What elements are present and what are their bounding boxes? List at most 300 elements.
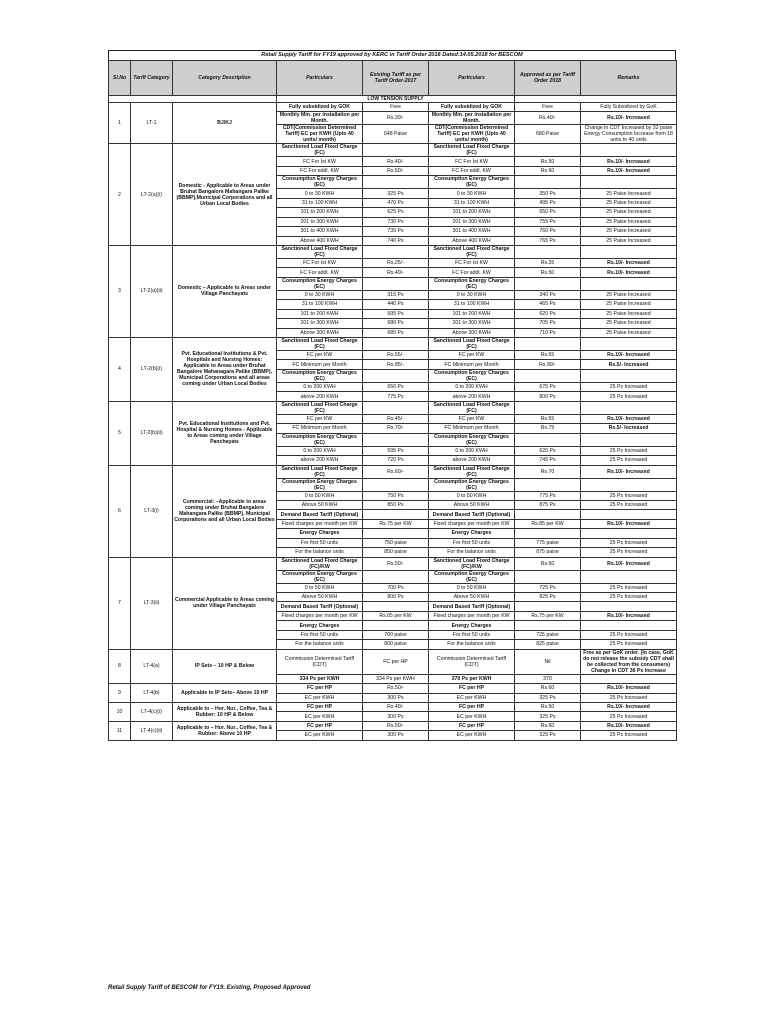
document-title: Retail Supply Tariff for FY19 approved by KERC in Tariff Order 2018 Dated:14.05.2018 for BESCOM — [108, 50, 676, 60]
cell-particulars-existing: 101 to 200 KWH — [277, 309, 363, 318]
cell-particulars-approved: 101 to 200 KWH — [429, 208, 515, 217]
section-low-tension: LOW TENSION SUPPLY — [277, 96, 515, 103]
cell-remarks: 25 Ps Increased — [581, 630, 677, 639]
cell-existing-tariff: Rs.30/- — [363, 112, 429, 125]
cell-particulars-existing: 31 to 100 KWH — [277, 198, 363, 207]
cell-remarks — [581, 602, 677, 611]
cell-existing-tariff: 595 Ps — [363, 309, 429, 318]
cell-sl-no: 2 — [109, 144, 131, 246]
table-row — [109, 684, 677, 693]
cell-existing-tariff — [363, 433, 429, 446]
cell-existing-tariff — [363, 570, 429, 583]
cell-remarks: 25 Ps Increased — [581, 446, 677, 455]
cell-remarks — [581, 338, 677, 351]
cell-approved-tariff: Rs.70 — [515, 465, 581, 478]
cell-existing-tariff — [363, 245, 429, 258]
cell-particulars-existing: FC per KW — [277, 351, 363, 360]
cell-particulars-existing: 201 to 300 KWH — [277, 319, 363, 328]
cell-remarks: 25 Paise Increased — [581, 290, 677, 299]
table-row — [109, 103, 677, 112]
cell-remarks — [581, 674, 677, 683]
cell-approved-tariff: Rs.35 — [515, 258, 581, 267]
cell-particulars-approved: Consumption Energy Charges (EC) — [429, 369, 515, 382]
header-row — [109, 61, 677, 96]
cell-approved-tariff — [515, 510, 581, 519]
cell-remarks: Rs.10/- Increased — [581, 702, 677, 711]
cell-particulars-existing: Sanctioned Load Fixed Charge (FC) — [277, 144, 363, 157]
cell-existing-tariff: 315 Ps — [363, 290, 429, 299]
cell-sl-no: 8 — [109, 649, 131, 683]
cell-particulars-approved: 370 Ps per KWH — [429, 674, 515, 683]
cell-particulars-existing: above 200 KWH — [277, 456, 363, 465]
cell-particulars-approved: For the balance units — [429, 640, 515, 649]
cell-approved-tariff — [515, 277, 581, 290]
cell-remarks: Rs.10/- Increased — [581, 351, 677, 360]
cell-sl-no: 5 — [109, 401, 131, 465]
tariff-table-body — [109, 103, 677, 741]
cell-existing-tariff — [363, 144, 429, 157]
cell-particulars-existing: FC Minimum per Month — [277, 424, 363, 433]
cell-particulars-approved: Above 50 KWH — [429, 593, 515, 602]
table-row — [109, 465, 677, 478]
cell-particulars-approved: For first 50 units — [429, 630, 515, 639]
cell-remarks: 25 Paise Increased — [581, 198, 677, 207]
cell-particulars-approved: FC per HP — [429, 721, 515, 730]
cell-remarks: 25 Ps Increased — [581, 583, 677, 592]
cell-particulars-approved: above 200 KWH — [429, 392, 515, 401]
cell-approved-tariff: 350 Ps — [515, 189, 581, 198]
cell-tariff-category: LT-4(b) — [131, 684, 173, 703]
cell-particulars-approved: Fixed charges per month per KW — [429, 519, 515, 528]
cell-remarks: Fully Subsidized by GoK — [581, 103, 677, 112]
cell-particulars-approved: 31 to 100 KWH — [429, 300, 515, 309]
cell-existing-tariff: Rs.40/- — [363, 702, 429, 711]
cell-particulars-existing: Energy Charges — [277, 529, 363, 538]
cell-existing-tariff: 775 Ps — [363, 392, 429, 401]
cell-particulars-existing: 0 to 30 KWH — [277, 189, 363, 198]
cell-particulars-approved: For first 50 units — [429, 538, 515, 547]
cell-particulars-approved: above 200 KWH — [429, 456, 515, 465]
cell-remarks: 25 Paise Increased — [581, 189, 677, 198]
cell-particulars-existing: Consumption Energy Charges (EC) — [277, 176, 363, 189]
cell-approved-tariff: Free — [515, 103, 581, 112]
cell-particulars-existing: Consumption Energy Charges (EC) — [277, 369, 363, 382]
cell-remarks: Rs.10/- Increased — [581, 684, 677, 693]
cell-tariff-category: LT-4(a) — [131, 649, 173, 683]
cell-existing-tariff: Free — [363, 103, 429, 112]
cell-particulars-approved: Sanctioned Load Fixed Charge (FC)/KW — [429, 557, 515, 570]
cell-sl-no: 1 — [109, 103, 131, 144]
cell-remarks: 25 Ps Increased — [581, 382, 677, 391]
cell-existing-tariff: 440 Ps — [363, 300, 429, 309]
cell-particulars-existing: Commission Determined Tariff (CDT) — [277, 649, 363, 674]
section-row — [109, 96, 677, 103]
cell-approved-tariff: Rs.85 per KW — [515, 519, 581, 528]
cell-particulars-existing: Above 400 KWH — [277, 236, 363, 245]
cell-remarks — [581, 510, 677, 519]
cell-particulars-existing: FC For Ist KW — [277, 157, 363, 166]
cell-approved-tariff: 325 Ps — [515, 712, 581, 721]
cell-particulars-approved: FC For addl. KW — [429, 166, 515, 175]
cell-particulars-approved: FC per KW — [429, 351, 515, 360]
header-remarks: Remarks — [581, 61, 677, 96]
cell-particulars-existing: For the balance units — [277, 548, 363, 557]
cell-approved-tariff: Rs.65 — [515, 351, 581, 360]
cell-approved-tariff: 710 Ps — [515, 328, 581, 337]
cell-existing-tariff: Rs.70/- — [363, 424, 429, 433]
cell-approved-tariff: 680 Paise — [515, 125, 581, 144]
cell-existing-tariff: 750 Ps — [363, 491, 429, 500]
cell-remarks: Rs.10/- Increased — [581, 268, 677, 277]
cell-remarks: 25 Ps Increased — [581, 731, 677, 740]
cell-particulars-existing: Above 50 KWH — [277, 500, 363, 509]
cell-tariff-category: LT-1 — [131, 103, 173, 144]
cell-existing-tariff: 800 paise — [363, 640, 429, 649]
cell-particulars-approved: FC For Ist KW — [429, 258, 515, 267]
cell-particulars-approved: FC per HP — [429, 684, 515, 693]
cell-approved-tariff: Rs.60 — [515, 721, 581, 730]
cell-particulars-existing: CDT(Commission Determined Tariff) EC per KWH (Upto 40 units/ month) — [277, 125, 363, 144]
cell-particulars-existing: Above 300 KWH — [277, 328, 363, 337]
cell-remarks: 25 Ps Increased — [581, 392, 677, 401]
cell-remarks: 25 Ps Increased — [581, 640, 677, 649]
cell-remarks: 25 Ps Increased — [581, 548, 677, 557]
table-row — [109, 245, 677, 258]
cell-existing-tariff: Rs.50/- — [363, 557, 429, 570]
cell-particulars-approved: Fully subsidized by GOK — [429, 103, 515, 112]
cell-approved-tariff — [515, 529, 581, 538]
cell-approved-tariff: 800 Ps — [515, 392, 581, 401]
cell-existing-tariff — [363, 369, 429, 382]
cell-particulars-approved: Monthly Min. per installation per Month. — [429, 112, 515, 125]
cell-particulars-approved: 201 to 300 KWH — [429, 319, 515, 328]
cell-approved-tariff: 725 Ps — [515, 583, 581, 592]
cell-particulars-existing: Consumption Energy Charges (EC) — [277, 478, 363, 491]
cell-existing-tariff: 740 Ps — [363, 236, 429, 245]
cell-particulars-approved: FC Minimum per Month — [429, 360, 515, 369]
cell-existing-tariff: 650 Ps — [363, 382, 429, 391]
cell-existing-tariff: Rs.25/- — [363, 258, 429, 267]
cell-particulars-existing: FC Minimum per Month — [277, 360, 363, 369]
cell-particulars-approved: Demand Based Tariff (Optional) — [429, 602, 515, 611]
cell-existing-tariff — [363, 176, 429, 189]
cell-particulars-existing: FC For Ist KW — [277, 258, 363, 267]
cell-remarks: Rs.10/- Increased — [581, 465, 677, 478]
cell-particulars-existing: Demand Based Tariff (Optional) — [277, 602, 363, 611]
cell-remarks: 25 Ps Increased — [581, 538, 677, 547]
cell-particulars-approved: CDT(Commission Determined Tariff) EC per KWH (Upto 40 units/ month) — [429, 125, 515, 144]
cell-approved-tariff — [515, 401, 581, 414]
cell-approved-tariff: 340 Ps — [515, 290, 581, 299]
cell-remarks: Rs.10/- Increased — [581, 157, 677, 166]
cell-category-description: Pvt. Educational Institutions & Pvt. Hospitals and Nursing Homes: Applicable to Areas under Bruhat Bangalore Mahanagara Palike (BBMP), Municipal Corporations and all areas coming under Urban Local Bodies — [173, 338, 277, 402]
cell-particulars-existing: Above 50 KWH — [277, 593, 363, 602]
cell-existing-tariff: Rs.55/- — [363, 351, 429, 360]
header-approved-tariff: Approved as per Tariff Order 2018 — [515, 61, 581, 96]
cell-remarks — [581, 245, 677, 258]
cell-particulars-approved: EC per KWH — [429, 693, 515, 702]
cell-particulars-existing: Monthly Min. per installation per Month. — [277, 112, 363, 125]
cell-remarks: 25 Ps Increased — [581, 693, 677, 702]
cell-approved-tariff — [515, 570, 581, 583]
cell-particulars-approved: Above 300 KWH — [429, 328, 515, 337]
cell-category-description: Commercial Applicable to Areas coming under Village Panchayats — [173, 557, 277, 649]
cell-approved-tariff: Rs.50 — [515, 157, 581, 166]
cell-approved-tariff: Rs.75 per KW — [515, 611, 581, 620]
cell-remarks: Rs.10/- Increased — [581, 258, 677, 267]
header-category-description: Category Description — [173, 61, 277, 96]
cell-category-description: Applicable to – Hor. Nur., Coffee, Tea & Rubber: Above 10 HP — [173, 721, 277, 740]
cell-existing-tariff — [363, 602, 429, 611]
cell-category-description: IP Sets – 10 HP & Below — [173, 649, 277, 683]
cell-existing-tariff: Rs.45/- — [363, 414, 429, 423]
cell-existing-tariff: 730 Ps — [363, 217, 429, 226]
cell-particulars-existing: Sanctioned Load Fixed Charge (FC) — [277, 245, 363, 258]
cell-approved-tariff — [515, 621, 581, 630]
cell-approved-tariff: 465 Ps — [515, 300, 581, 309]
cell-sl-no: 9 — [109, 684, 131, 703]
cell-particulars-existing: 0 to 200 KWH — [277, 446, 363, 455]
footer-note: Retail Supply Tariff of BESCOM for FY19. Existing, Proposed Approved — [108, 985, 311, 991]
cell-existing-tariff: Rs.50/- — [363, 721, 429, 730]
cell-existing-tariff — [363, 277, 429, 290]
cell-particulars-approved: 201 to 300 KWH — [429, 217, 515, 226]
cell-existing-tariff — [363, 478, 429, 491]
cell-particulars-existing: Sanctioned Load Fixed Charge (FC)/KW — [277, 557, 363, 570]
cell-remarks: Rs.5/- Increased — [581, 360, 677, 369]
cell-particulars-approved: For the balance units — [429, 548, 515, 557]
cell-approved-tariff: Rs.50 — [515, 702, 581, 711]
cell-existing-tariff: 300 Ps — [363, 712, 429, 721]
cell-particulars-approved: Sanctioned Load Fixed Charge (FC) — [429, 338, 515, 351]
header-sl-no: Sl.No — [109, 61, 131, 96]
cell-particulars-existing: FC per KW — [277, 414, 363, 423]
cell-remarks: Rs.10/- Increased — [581, 721, 677, 730]
table-row — [109, 702, 677, 711]
cell-particulars-approved: 0 to 50 KWH — [429, 583, 515, 592]
cell-existing-tariff: FC per HP — [363, 649, 429, 674]
cell-particulars-existing: 101 to 200 KWH — [277, 208, 363, 217]
cell-particulars-existing: Fixed charges per month per KW — [277, 611, 363, 620]
cell-particulars-existing: above 200 KWH — [277, 392, 363, 401]
header-particulars-existing: Particulars — [277, 61, 363, 96]
cell-tariff-category: LT-2(b)(i) — [131, 338, 173, 402]
cell-particulars-existing: For first 50 units — [277, 630, 363, 639]
cell-remarks: 25 Paise Increased — [581, 217, 677, 226]
cell-remarks — [581, 144, 677, 157]
cell-existing-tariff: 300 Ps — [363, 693, 429, 702]
cell-remarks: Change in CDT Increased by 32 paise Energy Consumption Increase from 18 units to 40 units — [581, 125, 677, 144]
cell-particulars-existing: 301 to 400 KWH — [277, 227, 363, 236]
cell-particulars-approved: Energy Charges — [429, 529, 515, 538]
cell-remarks — [581, 369, 677, 382]
cell-existing-tariff: Rs.50/- — [363, 166, 429, 175]
cell-remarks: Rs.10/- Increased — [581, 519, 677, 528]
cell-approved-tariff: 620 Ps — [515, 309, 581, 318]
cell-particulars-approved: 101 to 200 KWH — [429, 309, 515, 318]
cell-approved-tariff: Rs.50 — [515, 268, 581, 277]
cell-particulars-existing: Sanctioned Load Fixed Charge (FC) — [277, 401, 363, 414]
cell-approved-tariff — [515, 478, 581, 491]
cell-existing-tariff: Rs.50/- — [363, 684, 429, 693]
cell-particulars-existing: EC per KWH — [277, 712, 363, 721]
cell-approved-tariff: Rs.40/- — [515, 112, 581, 125]
cell-tariff-category: LT-4(c)(i) — [131, 702, 173, 721]
cell-remarks: Rs.10/- Increased — [581, 112, 677, 125]
cell-existing-tariff: Rs.65 per KW — [363, 611, 429, 620]
cell-existing-tariff: 850 paise — [363, 548, 429, 557]
cell-particulars-approved: Sanctioned Load Fixed Charge (FC) — [429, 245, 515, 258]
cell-approved-tariff: 775 Ps — [515, 491, 581, 500]
cell-existing-tariff: 470 Ps — [363, 198, 429, 207]
cell-approved-tariff — [515, 338, 581, 351]
cell-existing-tariff: 700 paise — [363, 630, 429, 639]
cell-particulars-approved: 0 to 30 KWH — [429, 189, 515, 198]
cell-particulars-approved: Sanctioned Load Fixed Charge (FC) — [429, 401, 515, 414]
cell-remarks — [581, 529, 677, 538]
cell-particulars-approved: FC For Ist KW — [429, 157, 515, 166]
cell-existing-tariff: 325 Ps — [363, 189, 429, 198]
cell-approved-tariff: 370 — [515, 674, 581, 683]
cell-remarks: Rs.10/- Increased — [581, 611, 677, 620]
cell-approved-tariff — [515, 433, 581, 446]
cell-particulars-approved: Consumption Energy Charges (EC) — [429, 433, 515, 446]
cell-remarks — [581, 621, 677, 630]
cell-existing-tariff — [363, 621, 429, 630]
table-row — [109, 338, 677, 351]
cell-approved-tariff — [515, 245, 581, 258]
cell-particulars-approved: FC For addl. KW — [429, 268, 515, 277]
cell-existing-tariff — [363, 338, 429, 351]
cell-approved-tariff: Rs.60 — [515, 557, 581, 570]
cell-particulars-existing: 0 to 200 KWH — [277, 382, 363, 391]
cell-existing-tariff — [363, 529, 429, 538]
cell-particulars-existing: Sanctioned Load Fixed Charge (FC) — [277, 465, 363, 478]
cell-tariff-category: LT-3(i) — [131, 465, 173, 557]
cell-particulars-approved: Consumption Energy Charges (EC) — [429, 478, 515, 491]
cell-particulars-existing: Demand Based Tariff (Optional) — [277, 510, 363, 519]
cell-existing-tariff: 648 Paise — [363, 125, 429, 144]
cell-sl-no: 3 — [109, 245, 131, 337]
cell-category-description: Pvt. Educational Institutions and Pvt. Hospital & Nursing Homes - Applicable to Areas coming under Village Panchayats — [173, 401, 277, 465]
cell-existing-tariff: 800 Ps — [363, 593, 429, 602]
cell-particulars-existing: FC For addl. KW — [277, 166, 363, 175]
cell-remarks: Rs.10/- Increased — [581, 557, 677, 570]
cell-particulars-approved: Consumption Energy Charges (EC) — [429, 570, 515, 583]
cell-particulars-approved: Above 400 KWH — [429, 236, 515, 245]
cell-existing-tariff — [363, 510, 429, 519]
cell-particulars-existing: FC per HP — [277, 684, 363, 693]
cell-approved-tariff: 650 Ps — [515, 208, 581, 217]
cell-particulars-approved: EC per KWH — [429, 731, 515, 740]
cell-approved-tariff: 495 Ps — [515, 198, 581, 207]
cell-particulars-existing: For first 50 units — [277, 538, 363, 547]
cell-approved-tariff: 775 paise — [515, 538, 581, 547]
cell-remarks — [581, 433, 677, 446]
cell-approved-tariff: 755 Ps — [515, 217, 581, 226]
cell-particulars-existing: 201 to 300 KWH — [277, 217, 363, 226]
cell-particulars-approved: 301 to 400 KWH — [429, 227, 515, 236]
cell-particulars-approved: Fixed charges per month per KW — [429, 611, 515, 620]
cell-approved-tariff — [515, 176, 581, 189]
cell-particulars-existing: Energy Charges — [277, 621, 363, 630]
tariff-table — [108, 60, 677, 741]
cell-particulars-approved: 0 to 200 KWH — [429, 382, 515, 391]
cell-category-description: BJ/KJ — [173, 103, 277, 144]
cell-remarks: Rs.5/- Increased — [581, 424, 677, 433]
cell-existing-tariff: 334 Ps per KWH — [363, 674, 429, 683]
cell-particulars-existing: 31 to 100 KWH — [277, 300, 363, 309]
cell-remarks: 25 Ps Increased — [581, 491, 677, 500]
table-row — [109, 721, 677, 730]
cell-existing-tariff — [363, 401, 429, 414]
cell-remarks: 25 Paise Increased — [581, 309, 677, 318]
cell-tariff-category: LT-2(a)(ii) — [131, 245, 173, 337]
header-existing-tariff: Existing Tariff as per Tariff Order-2017 — [363, 61, 429, 96]
cell-existing-tariff: 680 Ps — [363, 319, 429, 328]
cell-existing-tariff: 850 Ps — [363, 500, 429, 509]
cell-particulars-existing: Sanctioned Load Fixed Charge (FC) — [277, 338, 363, 351]
cell-approved-tariff: 875 paise — [515, 548, 581, 557]
cell-approved-tariff: 675 Ps — [515, 382, 581, 391]
cell-existing-tariff: 685 Ps — [363, 328, 429, 337]
cell-remarks: 25 Ps Increased — [581, 456, 677, 465]
cell-particulars-approved: Sanctioned Load Fixed Charge (FC) — [429, 465, 515, 478]
cell-existing-tariff: 735 Ps — [363, 227, 429, 236]
cell-category-description: Applicable to – Hor. Nur., Coffee, Tea & Rubber: 10 HP & Below — [173, 702, 277, 721]
header-particulars-approved: Particulars — [429, 61, 515, 96]
cell-remarks: 25 Ps Increased — [581, 593, 677, 602]
cell-particulars-approved: Sanctioned Load Fixed Charge (FC) — [429, 144, 515, 157]
cell-category-description: Domestic - Applicable to Areas under Bruhat Bangalore Mahangara Palike (BBMP),Municipal Corporations and all Urban Local Bodies — [173, 144, 277, 246]
cell-particulars-approved: EC per KWH — [429, 712, 515, 721]
cell-particulars-existing: 0 to 30 KWH — [277, 290, 363, 299]
cell-approved-tariff — [515, 602, 581, 611]
cell-remarks — [581, 401, 677, 414]
cell-existing-tariff: Rs.85/- — [363, 360, 429, 369]
cell-existing-tariff: 300 Ps — [363, 731, 429, 740]
cell-approved-tariff: 725 paise — [515, 630, 581, 639]
cell-tariff-category: LT-4(c)(ii) — [131, 721, 173, 740]
cell-particulars-approved: 0 to 30 KWH — [429, 290, 515, 299]
cell-particulars-existing: FC per HP — [277, 721, 363, 730]
cell-sl-no: 10 — [109, 702, 131, 721]
cell-particulars-existing: EC per KWH — [277, 731, 363, 740]
cell-approved-tariff: 745 Ps — [515, 456, 581, 465]
cell-category-description: Domestic – Applicable to Areas under Village Panchayats — [173, 245, 277, 337]
cell-existing-tariff: 700 Ps — [363, 583, 429, 592]
cell-particulars-approved: Above 50 KWH — [429, 500, 515, 509]
cell-existing-tariff: 595 Ps — [363, 446, 429, 455]
cell-particulars-existing: 0 to 50 KWH — [277, 583, 363, 592]
cell-approved-tariff: 875 Ps — [515, 500, 581, 509]
table-row — [109, 401, 677, 414]
cell-particulars-existing: Consumption Energy Charges (EC) — [277, 433, 363, 446]
cell-approved-tariff: Rs.75 — [515, 424, 581, 433]
cell-sl-no: 6 — [109, 465, 131, 557]
cell-approved-tariff: 325 Ps — [515, 693, 581, 702]
table-row — [109, 144, 677, 157]
cell-approved-tariff: 325 Ps — [515, 731, 581, 740]
cell-existing-tariff: Rs.75 per KW — [363, 519, 429, 528]
cell-particulars-existing: For the balance units — [277, 640, 363, 649]
cell-approved-tariff: 760 Ps — [515, 227, 581, 236]
cell-particulars-existing: Fully subsidized by GOK — [277, 103, 363, 112]
cell-particulars-approved: Consumption Energy Charges (EC) — [429, 176, 515, 189]
cell-remarks: 25 Ps Increased — [581, 712, 677, 721]
cell-existing-tariff: Rs.40/- — [363, 157, 429, 166]
cell-particulars-existing: Fixed charges per month per KW — [277, 519, 363, 528]
